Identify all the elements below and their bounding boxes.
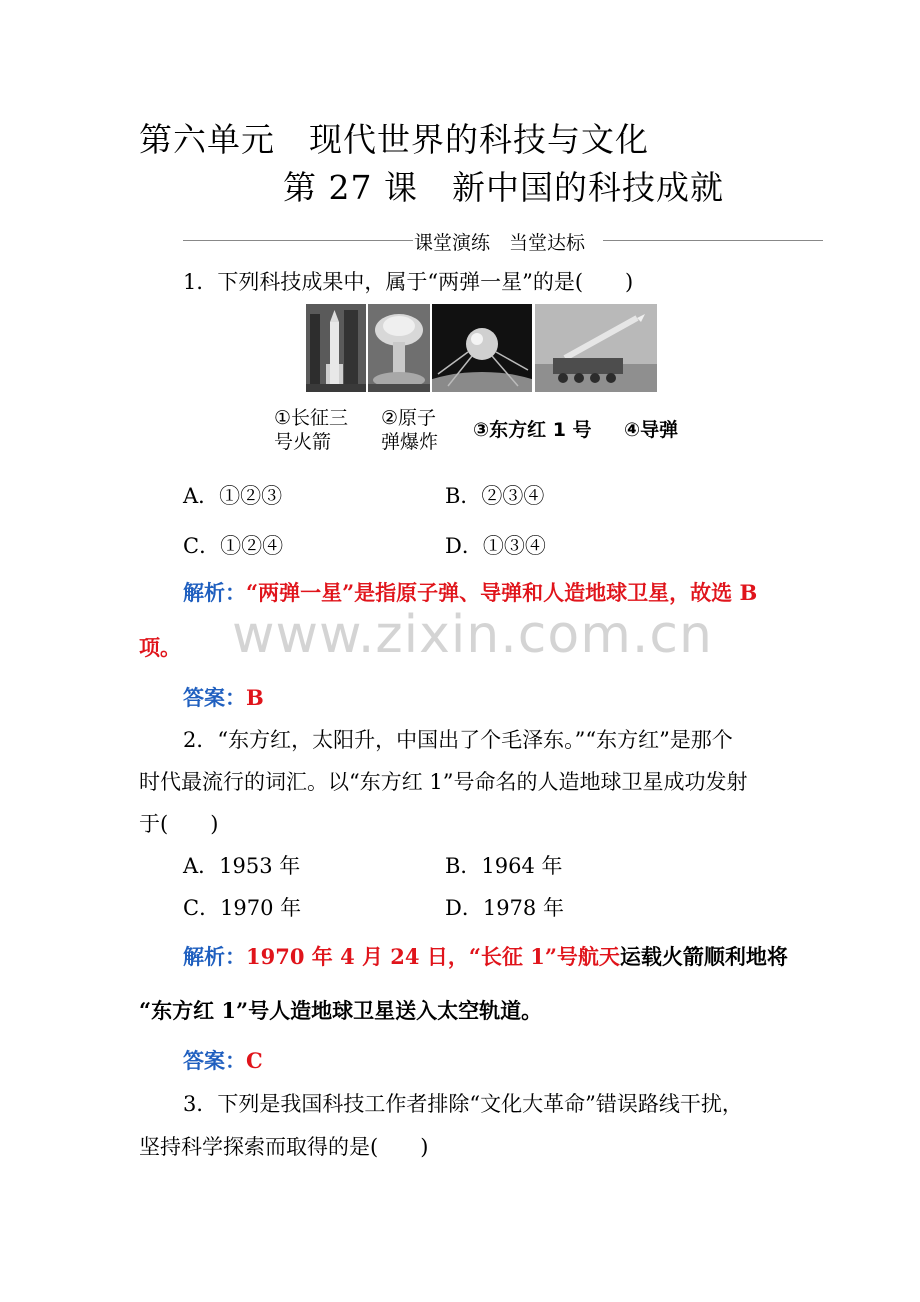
q1-option-c: C．①②④ xyxy=(183,534,284,558)
q2-stem-line1: 2．“东方红，太阳升，中国出了个毛泽东。”“东方红”是那个 xyxy=(183,728,733,752)
q3-stem-line1: 3．下列是我国科技工作者排除“文化大革命”错误路线干扰， xyxy=(183,1092,743,1116)
satellite-image xyxy=(432,304,532,392)
q1-analysis-line1 xyxy=(183,577,757,607)
q1-answer-value: B xyxy=(246,685,264,710)
q2-analysis-line1 xyxy=(183,941,788,971)
section-divider-right xyxy=(603,240,823,241)
q2-stem-line2: 时代最流行的词汇。以“东方红 1”号命名的人造地球卫星成功发射 xyxy=(139,770,748,794)
caption-bomb xyxy=(381,406,438,454)
q2-option-d: D．1978 年 xyxy=(445,896,564,920)
lesson-title: 第 27 课 新中国的科技成就 xyxy=(283,168,724,207)
caption-rocket xyxy=(274,406,348,454)
q1-analysis-text: “两弹一星”是指原子弹、导弹和人造地球卫星，故选 B xyxy=(246,580,758,605)
q2-option-b: B．1964 年 xyxy=(445,854,563,878)
watermark: www.zixin.com.cn xyxy=(232,605,713,665)
q1-option-a: A．①②③ xyxy=(183,484,283,508)
q2-answer-label: 答案： xyxy=(183,1048,246,1073)
q1-stem: 1．下列科技成果中，属于“两弹一星”的是( ) xyxy=(183,270,634,294)
unit-title: 第六单元 现代世界的科技与文化 xyxy=(139,120,649,159)
section-divider-left xyxy=(183,240,413,241)
caption-bomb-line2: 弹爆炸 xyxy=(381,431,439,453)
q2-stem-line3: 于( ) xyxy=(139,812,219,836)
q1-analysis-line2: 项。 xyxy=(139,635,181,660)
q2-analysis-line2: “东方红 1”号人造地球卫星送入太空轨道。 xyxy=(139,998,543,1023)
caption-missile: ④导弹 xyxy=(624,419,679,441)
q2-analysis-black: 运载火箭顺利地将 xyxy=(619,944,788,969)
caption-rocket-line2: 号火箭 xyxy=(274,431,332,453)
q2-option-c: C．1970 年 xyxy=(183,896,302,920)
q2-answer-value: C xyxy=(246,1048,263,1073)
q2-analysis-label: 解析： xyxy=(183,944,246,969)
caption-bomb-line1: ②原子 xyxy=(381,407,437,429)
missile-image xyxy=(535,304,657,392)
caption-rocket-line1: ①长征三 xyxy=(274,407,349,429)
section-label: 课堂演练 当堂达标 xyxy=(414,232,586,254)
q2-answer xyxy=(183,1045,263,1075)
q1-answer xyxy=(183,682,264,712)
q1-analysis-label: 解析： xyxy=(183,580,246,605)
q1-option-b: B．②③④ xyxy=(445,484,545,508)
caption-satellite: ③东方红 1 号 xyxy=(473,419,592,441)
q1-answer-label: 答案： xyxy=(183,685,246,710)
rocket-image xyxy=(306,304,366,392)
q3-stem-line2: 坚持科学探索而取得的是( ) xyxy=(139,1135,429,1159)
q2-analysis-red: 1970 年 4 月 24 日，“长征 1”号航天 xyxy=(246,944,620,969)
q2-option-a: A．1953 年 xyxy=(183,854,301,878)
atomic-bomb-image xyxy=(368,304,430,392)
q1-option-d: D．①③④ xyxy=(445,534,546,558)
